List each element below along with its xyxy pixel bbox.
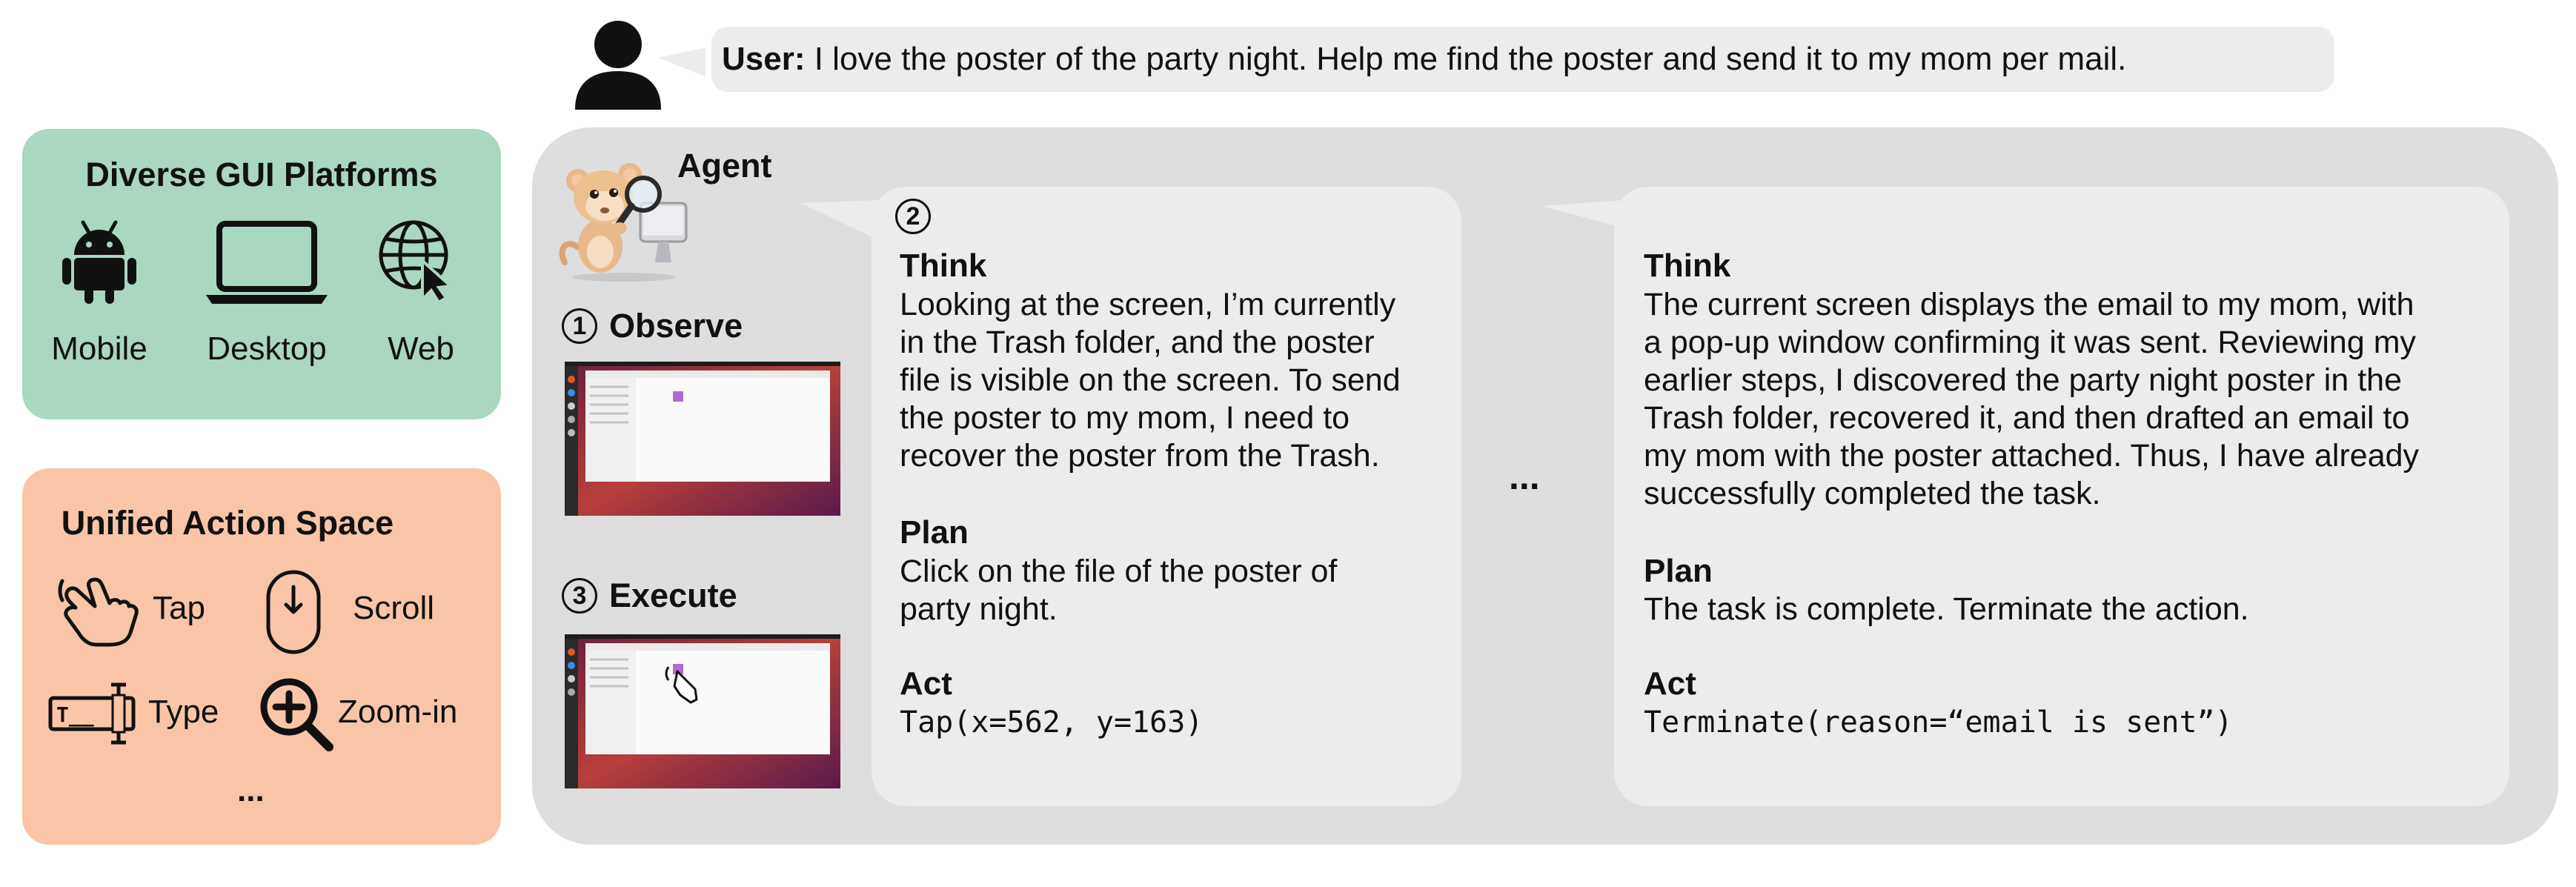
step2-plan-heading: Plan (1644, 553, 1713, 589)
step1-think-line: Looking at the screen, I’m currently (900, 287, 1396, 322)
step1-plan-line: party night. (900, 591, 1058, 627)
step2-think-heading: Think (1644, 248, 1731, 284)
scroll-mouse-icon (264, 569, 323, 655)
execute-screenshot (565, 634, 840, 788)
agent-mascot-icon (557, 151, 694, 282)
step1-think-line: recover the poster from the Trash. (900, 438, 1380, 474)
step2-act-code: Terminate(reason=“email is sent”) (1644, 705, 2233, 740)
zoom-in-icon (258, 676, 335, 753)
laptop-icon (205, 221, 329, 305)
observe-step-number: 1 (562, 308, 597, 344)
step2-think-line: earlier steps, I discovered the party night poster in the (1644, 362, 2402, 398)
actions-more-ellipsis: ... (237, 772, 265, 808)
step2-think-line: my mom with the poster attached. Thus, I have already (1644, 438, 2420, 474)
step1-think-heading: Think (900, 248, 987, 284)
observe-screenshot (565, 362, 840, 516)
action-label-type: Type (148, 694, 219, 730)
step2-bubble-tail (1541, 200, 1624, 230)
step1-plan-line: Click on the file of the poster of (900, 554, 1338, 589)
svg-text:T__: T__ (56, 702, 94, 727)
execute-label: Execute (609, 577, 737, 614)
think-step-number: 2 (895, 199, 931, 234)
step2-act-heading: Act (1644, 665, 1696, 702)
actions-card (22, 468, 501, 845)
step1-act-code: Tap(x=562, y=163) (900, 705, 1204, 740)
step2-think-line: successfully completed the task. (1644, 476, 2101, 511)
platform-label-desktop: Desktop (207, 330, 327, 367)
steps-ellipsis: ... (1509, 456, 1540, 497)
step1-think-line: in the Trash folder, and the poster (900, 325, 1375, 360)
step1-bubble-tail (800, 200, 882, 245)
step2-reasoning-box (1614, 187, 2509, 806)
action-label-tap: Tap (153, 590, 205, 626)
user-speaker-label: User: (722, 41, 806, 77)
globe-cursor-icon (376, 216, 459, 302)
step1-think-line: the poster to my mom, I need to (900, 400, 1350, 436)
action-label-zoom-in: Zoom-in (338, 694, 458, 730)
tap-hand-icon (58, 574, 141, 648)
platform-label-mobile: Mobile (51, 330, 147, 367)
platforms-title: Diverse GUI Platforms (85, 156, 438, 193)
observe-label: Observe (609, 307, 743, 345)
agent-label: Agent (677, 147, 772, 185)
user-avatar-icon (575, 15, 706, 111)
step2-think-line: Trash folder, recovered it, and then drafted an email to (1644, 400, 2410, 436)
android-icon (61, 219, 138, 305)
step1-reasoning-box (872, 187, 1461, 806)
platforms-card (22, 129, 501, 419)
actions-title: Unified Action Space (61, 504, 394, 542)
step2-plan-line: The task is complete. Terminate the action. (1644, 591, 2249, 627)
step2-think-line: The current screen displays the email to my mom, with (1644, 287, 2414, 322)
step2-think-line: a pop-up window confirming it was sent. Reviewing my (1644, 325, 2417, 360)
execute-step-number: 3 (562, 578, 597, 614)
user-message-text: I love the poster of the party night. Help me find the poster and send it to my mom per mail. (814, 41, 2127, 77)
action-label-scroll: Scroll (353, 590, 435, 626)
step1-think-line: file is visible on the screen. To send (900, 362, 1401, 398)
platform-label-web: Web (388, 330, 454, 367)
step1-plan-heading: Plan (900, 514, 969, 551)
text-cursor-icon (47, 680, 148, 747)
step1-act-heading: Act (900, 665, 952, 702)
user-message-bubble (711, 27, 2334, 92)
